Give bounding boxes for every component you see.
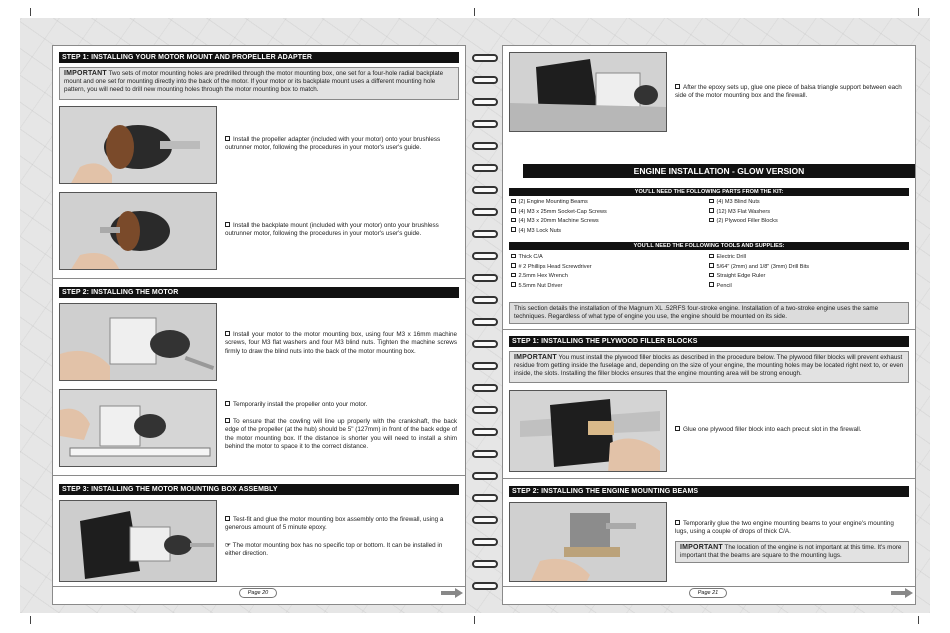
spiral-binding-icon	[472, 142, 498, 150]
crop-mark	[474, 8, 475, 16]
spiral-binding-icon	[472, 164, 498, 172]
section-divider	[503, 586, 915, 587]
crop-mark	[918, 616, 919, 624]
photo-motor-prop-adapter	[59, 106, 217, 184]
crop-mark	[918, 8, 919, 16]
spiral-binding-icon	[472, 54, 498, 62]
list-item: (4) M3 x 20mm Machine Screws	[511, 217, 701, 227]
checkbox-icon[interactable]	[225, 136, 230, 141]
important-text: You must install the plywood filler blocks as described in the procedure below. The plywood filler blocks will prevent exhaust residue from getting inside the fuselage and, depending on the size of your engine, the mounting holes may be located right next to, or even inside, the slots. Installing the filler blocks ensures that the engine mounting area will be strong enough.	[514, 354, 904, 378]
list-item: (2) Plywood Filler Blocks	[709, 217, 905, 227]
list-item: (4) M3 Blind Nuts	[709, 198, 905, 208]
list-item: (4) M3 x 25mm Socket-Cap Screws	[511, 208, 701, 218]
step3-note: ☞ The motor mounting box has no specific top or bottom. It can be installed in either direction.	[225, 542, 443, 558]
step2-text-b: Temporarily install the propeller onto your motor.	[225, 401, 457, 409]
crop-mark	[474, 616, 475, 624]
checkbox-icon[interactable]	[225, 222, 230, 227]
spiral-binding-icon	[472, 472, 498, 480]
spiral-binding-icon	[472, 362, 498, 370]
spiral-binding-icon	[472, 516, 498, 524]
crop-mark	[30, 8, 31, 16]
spiral-binding-icon	[472, 98, 498, 106]
parts-list-col2	[709, 198, 905, 227]
step2-header: STEP 2: INSTALLING THE MOTOR	[59, 287, 459, 298]
spiral-binding-icon	[472, 296, 498, 304]
checkbox-icon[interactable]	[709, 254, 714, 259]
list-item: 5.5mm Nut Driver	[511, 282, 701, 292]
step1-header: STEP 1: INSTALLING THE PLYWOOD FILLER BLOCKS	[509, 336, 909, 347]
section-divider	[53, 586, 465, 587]
top-text: After the epoxy sets up, glue one piece of balsa triangle support between each side of the motor mounting box and the firewall.	[675, 84, 902, 100]
list-item: (12) M3 Flat Washers	[709, 208, 905, 218]
checkbox-icon[interactable]	[709, 208, 714, 213]
checkbox-icon[interactable]	[225, 331, 230, 336]
step2-text-c: To ensure that the cowling will line up properly with the crankshaft, the back edge of the propeller (at the hub) should be 5" (127mm) in front of the back edge of the motor mounting box. If the distance is shorter you will need to install a shim behind the motor to space it to the correct distance.	[225, 418, 457, 451]
list-item: Thick C/A	[511, 253, 701, 263]
step2-header: STEP 2: INSTALLING THE ENGINE MOUNTING BEAMS	[509, 486, 909, 497]
section-divider	[53, 278, 465, 279]
spiral-binding-icon	[472, 406, 498, 414]
checkbox-icon[interactable]	[511, 273, 516, 278]
step1-important-box	[509, 351, 909, 383]
photo-engine-beams	[509, 502, 667, 582]
parts-header: YOU'LL NEED THE FOLLOWING PARTS FROM THE KIT:	[509, 188, 909, 196]
tools-list-col2	[709, 253, 905, 291]
important-label: IMPORTANT	[514, 354, 557, 361]
photo-prop-measurement	[59, 389, 217, 467]
checkbox-icon[interactable]	[511, 199, 516, 204]
spiral-binding-icon	[472, 186, 498, 194]
checkbox-icon[interactable]	[675, 84, 680, 89]
tools-list-col1	[511, 253, 701, 291]
section-title: ENGINE INSTALLATION - GLOW VERSION	[523, 164, 915, 178]
right-page	[502, 45, 916, 605]
step2-text-a: Install your motor to the motor mounting box, using four M3 x 16mm machine screws, four M3 flat washers and four M3 blind nuts. Tighten the machine screws firmly to draw the blind nuts into the back of the motor mounting box.	[225, 331, 457, 355]
step1-text-a: Install the propeller adapter (included with your motor) onto your brushless outrunner motor, following the procedures in your motor's user's guide.	[225, 136, 441, 152]
checkbox-icon[interactable]	[511, 282, 516, 287]
checkbox-icon[interactable]	[709, 273, 714, 278]
checkbox-icon[interactable]	[709, 199, 714, 204]
checkbox-icon[interactable]	[225, 418, 230, 423]
checkbox-icon[interactable]	[675, 520, 680, 525]
page-number: Page 21	[689, 588, 727, 598]
list-item: (2) Engine Mounting Beams	[511, 198, 701, 208]
checkbox-icon[interactable]	[511, 208, 516, 213]
step1-header: STEP 1: INSTALLING YOUR MOTOR MOUNT AND PROPELLER ADAPTER	[59, 52, 459, 63]
spiral-binding-icon	[472, 582, 498, 590]
checkbox-icon[interactable]	[225, 516, 230, 521]
crop-mark	[30, 616, 31, 624]
step1-text: Glue one plywood filler block into each precut slot in the firewall.	[675, 426, 907, 434]
important-text: The location of the engine is not important at this time. It's more important that the beams are square to the mounting lugs.	[680, 544, 902, 560]
step2-text: Temporarily glue the two engine mounting beams to your engine's mounting lugs, using a couple of drops of thick C/A.	[675, 520, 894, 536]
important-text: Two sets of motor mounting holes are predrilled through the motor mounting box, one set for a four-hole radial backplate mount and one set for mounting directly into the back of the motor. If your motor or its backplate mount uses a different mounting hole pattern, you will need to drill new mounting holes through the motor mounting box to match.	[64, 70, 444, 94]
step1-text-b: Install the backplate mount (included with your motor) onto your brushless outrunner motor, following the procedures in your motor's user's guide.	[225, 222, 439, 238]
page-spread	[20, 18, 930, 613]
list-item: # 2 Phillips Head Screwdriver	[511, 263, 701, 273]
intro-box: This section details the installation of the Magnum XL .52RFS four-stroke engine. Installation of a two-stroke engine uses the same techniques. Regardless of what type of engine you use, the engine should be mounted on its side.	[509, 302, 909, 324]
checkbox-icon[interactable]	[675, 426, 680, 431]
section-divider	[503, 478, 915, 479]
tools-header: YOU'LL NEED THE FOLLOWING TOOLS AND SUPPLIES:	[509, 242, 909, 250]
section-divider	[503, 329, 915, 330]
checkbox-icon[interactable]	[511, 254, 516, 259]
spiral-binding-icon	[472, 450, 498, 458]
list-item: 5/64" (2mm) and 1/8" (3mm) Drill Bits	[709, 263, 905, 273]
important-label: IMPORTANT	[680, 544, 723, 551]
checkbox-icon[interactable]	[511, 227, 516, 232]
next-page-arrow-icon[interactable]	[891, 588, 913, 598]
spiral-binding-icon	[472, 428, 498, 436]
checkbox-icon[interactable]	[709, 263, 714, 268]
photo-motor-in-box	[59, 303, 217, 381]
spiral-binding-icon	[472, 252, 498, 260]
photo-balsa-triangles	[509, 52, 667, 132]
photo-backplate-mount	[59, 192, 217, 270]
list-item: Electric Drill	[709, 253, 905, 263]
spiral-binding-icon	[472, 76, 498, 84]
spiral-binding-icon	[472, 384, 498, 392]
checkbox-icon[interactable]	[225, 401, 230, 406]
pointing-hand-icon: ☞	[225, 542, 231, 549]
spiral-binding-icon	[472, 538, 498, 546]
checkbox-icon[interactable]	[709, 218, 714, 223]
step3-text-a: Test-fit and glue the motor mounting box assembly onto the firewall, using a generous amount of 5 minute epoxy.	[225, 516, 444, 532]
spiral-binding-icon	[472, 494, 498, 502]
checkbox-icon[interactable]	[709, 282, 714, 287]
step1-important-box	[59, 67, 459, 100]
list-item: Straight Edge Ruler	[709, 272, 905, 282]
step2-important-box	[675, 541, 909, 563]
photo-box-on-firewall	[59, 500, 217, 582]
spiral-binding-icon	[472, 318, 498, 326]
list-item: (4) M3 Lock Nuts	[511, 227, 701, 237]
spiral-binding-icon	[472, 340, 498, 348]
spiral-binding-icon	[472, 208, 498, 216]
spiral-binding-icon	[472, 120, 498, 128]
important-label: IMPORTANT	[64, 70, 107, 77]
page-number: Page 20	[239, 588, 277, 598]
checkbox-icon[interactable]	[511, 263, 516, 268]
photo-filler-blocks	[509, 390, 667, 472]
spiral-binding-icon	[472, 230, 498, 238]
left-page	[52, 45, 466, 605]
step3-header: STEP 3: INSTALLING THE MOTOR MOUNTING BOX ASSEMBLY	[59, 484, 459, 495]
spiral-binding-icon	[472, 274, 498, 282]
list-item: 2.5mm Hex Wrench	[511, 272, 701, 282]
section-divider	[53, 475, 465, 476]
next-page-arrow-icon[interactable]	[441, 588, 463, 598]
checkbox-icon[interactable]	[511, 218, 516, 223]
parts-list-col1	[511, 198, 701, 236]
spiral-binding-icon	[472, 560, 498, 568]
list-item: Pencil	[709, 282, 905, 292]
